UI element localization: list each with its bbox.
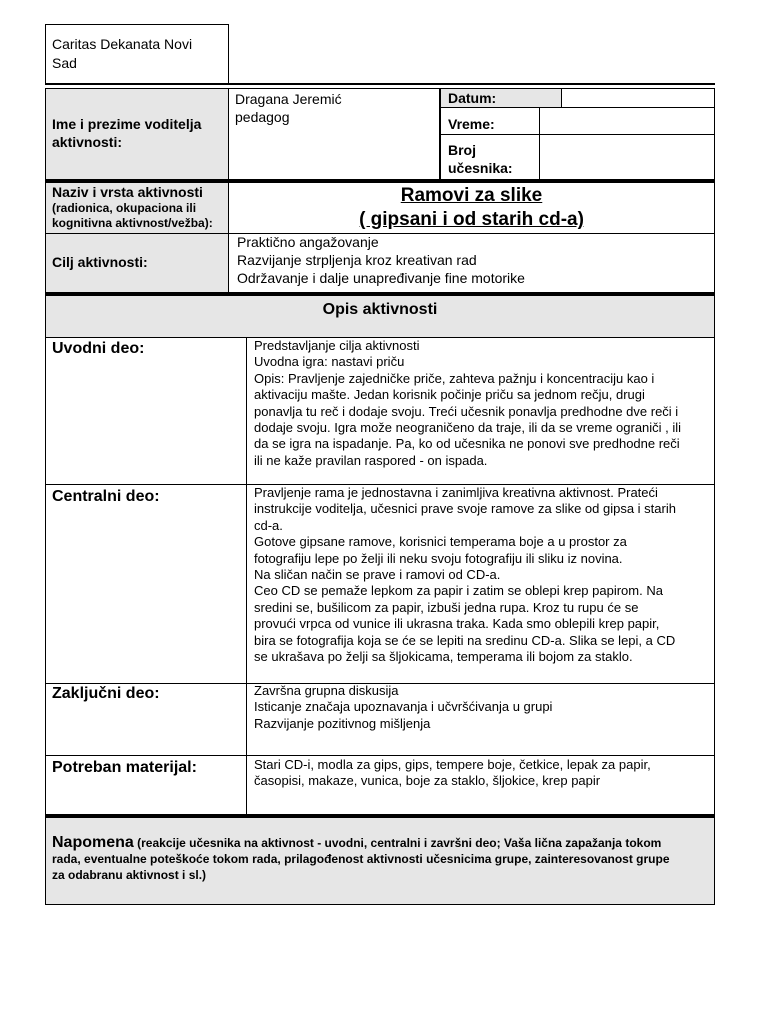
intro-text: Predstavljanje cilja aktivnosti Uvodna igra: nastavi priču Opis: Pravljenje zajedničke priče, zahteva pažnju i koncentraciju kao i aktivaciju mašte. Jedan korisnik počinje priču sa jednom rečju, drugi ponavlja tu reč i dodaje svoju. Treći učesnik ponavlja predhodne dve reči i dodaje svoju. Igra može neograničeno da traje, ili da se vreme ograniči , ili da se igra na ispadanje. Pa, ko od učesnika ne ponovi sve predhodne reči ili ne kaže pravilan raspored - on ispada.: [254, 338, 682, 468]
materials-divider: [246, 755, 247, 815]
organization-line-2: Sad: [52, 55, 77, 71]
note-text-line-3: za odabranu aktivnost i sl.): [52, 868, 207, 882]
central-text: Pravljenje rama je jednostavna i zanimljiva kreativna aktivnost. Prateći instrukcije voditelja, učesnici prave svoje ramove za slike od gipsa i starih cd-a. Gotove gipsane ramove, korisnici temperama boje a u prostor za fotografiju lepe po želji ili neku svoju fotografiju ili sliku iz novina. Na sličan način se prave i ramovi od CD-a. Ceo CD se pemaže lepkom za papir i zatim se oblepi krep papirom. Na sredini se, bušilicom za papir, izbuši jedna rupa. Kroz tu rupu će se provući vrpca od vunice ili ukrasna traka. Kada smo oblepili krep papir, bira se fotografija koja se će se lepiti na sredinu CD-a. Slika se lepi, a CD se ukrašava po želji sa šljokicama, temperama ili bojom za staklo.: [254, 485, 676, 665]
count-field[interactable]: [539, 134, 715, 180]
goal-text: Praktično angažovanje Razvijanje strpljenja kroz kreativan rad Održavanje i dalje unapređivanje fine motorike: [237, 234, 525, 286]
time-label: Vreme:: [448, 116, 495, 132]
date-label: Datum:: [448, 90, 497, 106]
organization-line-1: Caritas Dekanata Novi: [52, 36, 193, 52]
central-label: Centralni deo:: [52, 488, 160, 505]
central-divider: [246, 484, 247, 684]
leader-name: [235, 90, 342, 126]
note-text: [52, 835, 712, 883]
note-text-line-2: rada, eventualne poteškoće tokom rada, prilagođenost aktivnosti učesnicima grupe, zainteresovanost grupe: [52, 852, 670, 866]
intro-label: Uvodni deo:: [52, 340, 145, 357]
closing-label: Zaključni deo:: [52, 685, 160, 702]
closing-text: Završna grupna diskusija Isticanje značaja upoznavanja i učvršćivanja u grupi Razvijanje pozitivnog mišljenja: [254, 683, 553, 731]
note-title: Napomena: [52, 834, 134, 851]
count-label: Broj učesnika:: [448, 142, 513, 176]
note-text-line-1: (reakcije učesnika na aktivnost - uvodni, centralni i završni deo; Vaša lična zapažanja tokom: [133, 836, 662, 850]
activity-title-line-1: Ramovi za slike: [400, 185, 543, 206]
activity-title: [228, 184, 715, 232]
intro-divider: [246, 337, 247, 485]
materials-label: Potreban materijal:: [52, 759, 197, 776]
leader-label: Ime i prezime voditelja aktivnosti:: [52, 116, 202, 150]
time-field[interactable]: [539, 107, 715, 135]
leader-name-text: Dragana Jeremić: [235, 91, 342, 107]
materials-text: Stari CD-i, modla za gips, gips, tempere boje, četkice, lepak za papir, časopisi, makaze, vunica, boje za staklo, šljokice, krep papir: [254, 757, 651, 789]
activity-label: Naziv i vrsta aktivnosti (radionica, okupaciona ili kognitivna aktivnost/vežba):: [52, 184, 213, 230]
activity-title-line-2: ( gipsani i od starih cd-a): [359, 209, 584, 230]
organization-name: [52, 35, 192, 73]
divider-top: [45, 83, 715, 85]
closing-divider: [246, 683, 247, 756]
goal-label: Cilj aktivnosti:: [52, 254, 148, 270]
leader-role-text: pedagog: [235, 109, 290, 125]
date-field[interactable]: [561, 88, 715, 108]
description-header: Opis aktivnosti: [322, 301, 438, 318]
